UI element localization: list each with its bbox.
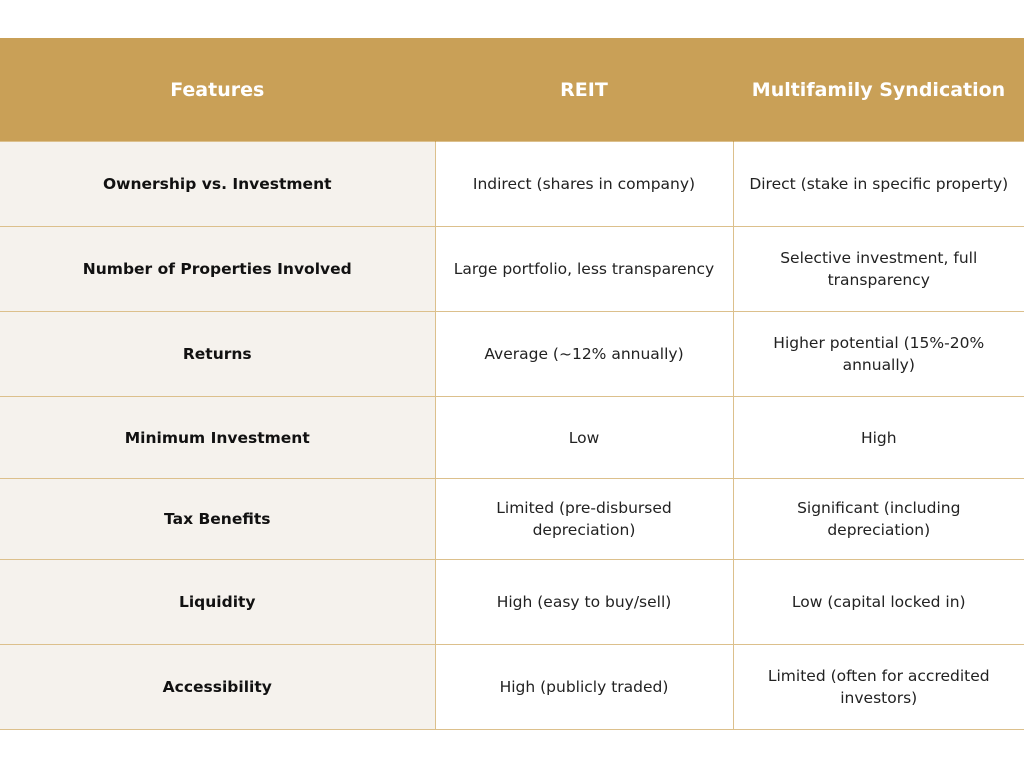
table-row (0, 227, 1024, 312)
feature-cell: Accessibility (0, 645, 435, 730)
table-row (0, 560, 1024, 645)
syndication-cell: Low (capital locked in) (733, 560, 1024, 645)
syndication-cell: Limited (often for accredited investors) (733, 645, 1024, 730)
reit-cell: Indirect (shares in company) (435, 142, 733, 227)
comparison-table (0, 38, 1024, 730)
feature-cell: Minimum Investment (0, 397, 435, 479)
feature-cell: Number of Properties Involved (0, 227, 435, 312)
header-row (0, 38, 1024, 142)
table-row (0, 142, 1024, 227)
syndication-cell: High (733, 397, 1024, 479)
feature-cell: Returns (0, 312, 435, 397)
reit-cell: Large portfolio, less transparency (435, 227, 733, 312)
header-multifamily-syndication: Multifamily Syndication (733, 38, 1024, 142)
reit-cell: Limited (pre-disbursed depreciation) (435, 479, 733, 560)
syndication-cell: Direct (stake in specific property) (733, 142, 1024, 227)
header-features: Features (0, 38, 435, 142)
table-row (0, 312, 1024, 397)
syndication-cell: Significant (including depreciation) (733, 479, 1024, 560)
reit-cell: Low (435, 397, 733, 479)
feature-cell: Ownership vs. Investment (0, 142, 435, 227)
header-reit: REIT (435, 38, 733, 142)
reit-cell: High (publicly traded) (435, 645, 733, 730)
reit-cell: Average (~12% annually) (435, 312, 733, 397)
feature-cell: Tax Benefits (0, 479, 435, 560)
table-row (0, 645, 1024, 730)
table-row (0, 479, 1024, 560)
feature-cell: Liquidity (0, 560, 435, 645)
syndication-cell: Higher potential (15%-20% annually) (733, 312, 1024, 397)
syndication-cell: Selective investment, full transparency (733, 227, 1024, 312)
reit-cell: High (easy to buy/sell) (435, 560, 733, 645)
table-row (0, 397, 1024, 479)
